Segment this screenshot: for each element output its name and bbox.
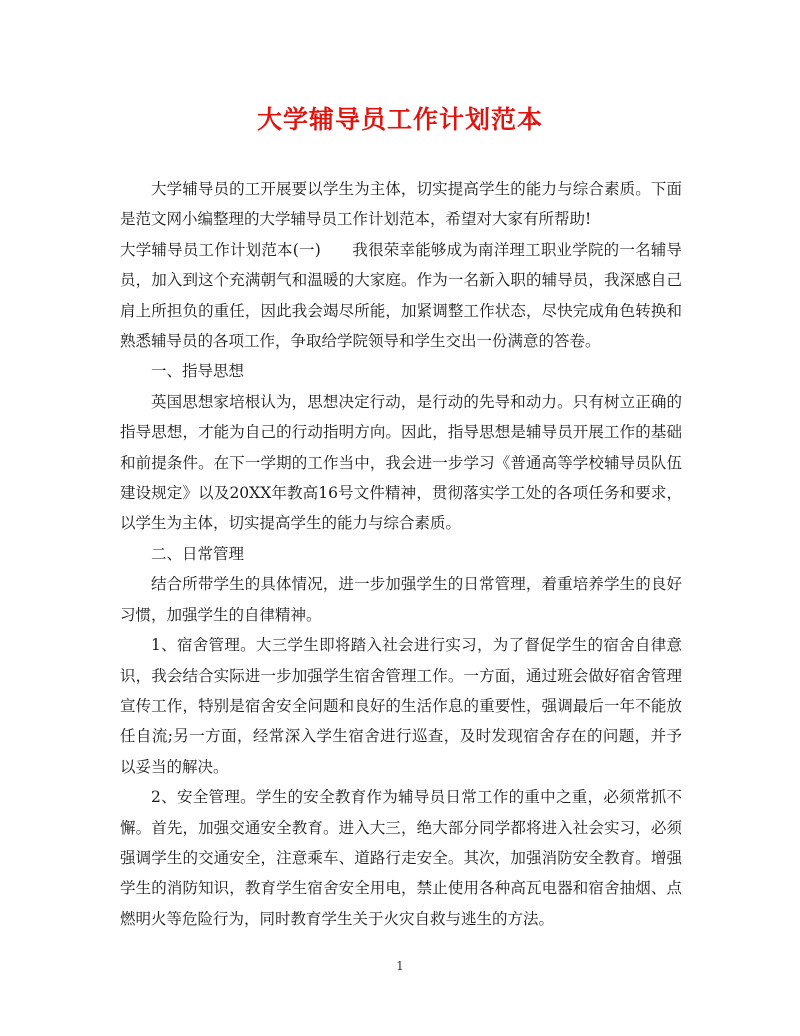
- guiding-thought-paragraph: 英国思想家培根认为，思想决定行动，是行动的先导和动力。只有树立正确的指导思想，才能为自己的行动指明方向。因此，指导思想是辅导员开展工作的基础和前提条件。在下一学期的工作当中，我会进一步学习《普通高等学校辅导员队伍建设规定》以及20XX年教高16号文件精神，贯彻落实学工处的各项任务和要求，以学生为主体，切实提高学生的能力与综合素质。: [120, 392, 682, 533]
- plan-intro-paragraph: 大学辅导员工作计划范本(一) 我很荣幸能够成为南洋理工职业学院的一名辅导员，加入到这个充满朝气和温暖的大家庭。作为一名新入职的辅导员，我深感自己肩上所担负的重任，因此我会竭尽所能，加紧调整工作状态，尽快完成角色转换和熟悉辅导员的各项工作，争取给学院领导和学生交出一份满意的答卷。: [120, 240, 682, 351]
- section-heading-guiding-thought: 一、指导思想: [151, 362, 245, 381]
- document-body: [120, 174, 682, 934]
- section-heading-daily-management: 二、日常管理: [151, 544, 245, 563]
- page-number: 1: [396, 959, 404, 973]
- daily-management-paragraph: 结合所带学生的具体情况，进一步加强学生的日常管理，着重培养学生的良好习惯，加强学生的自律精神。: [120, 575, 682, 624]
- dormitory-management-paragraph: 1、宿舍管理。大三学生即将踏入社会进行实习，为了督促学生的宿舍自律意识，我会结合实际进一步加强学生宿舍管理工作。一方面，通过班会做好宿舍管理宣传工作，特别是宿舍安全问题和良好的生活作息的重要性，强调最后一年不能放任自流;另一方面，经常深入学生宿舍进行巡查，及时发现宿舍存在的问题，并予以妥当的解决。: [120, 636, 682, 776]
- safety-management-paragraph: 2、安全管理。学生的安全教育作为辅导员日常工作的重中之重，必须常抓不懈。首先，加强交通安全教育。进入大三，绝大部分同学都将进入社会实习，必须强调学生的交通安全，注意乘车、道路行走安全。其次，加强消防安全教育。增强学生的消防知识，教育学生宿舍安全用电，禁止使用各种高瓦电器和宿舍抽烟、点燃明火等危险行为，同时教育学生关于火灾自救与逃生的方法。: [120, 788, 682, 928]
- document-title: 大学辅导员工作计划范本: [256, 105, 543, 134]
- intro-paragraph: 大学辅导员的工开展要以学生为主体，切实提高学生的能力与综合素质。下面是范文网小编整理的大学辅导员工作计划范本，希望对大家有所帮助!: [120, 180, 682, 229]
